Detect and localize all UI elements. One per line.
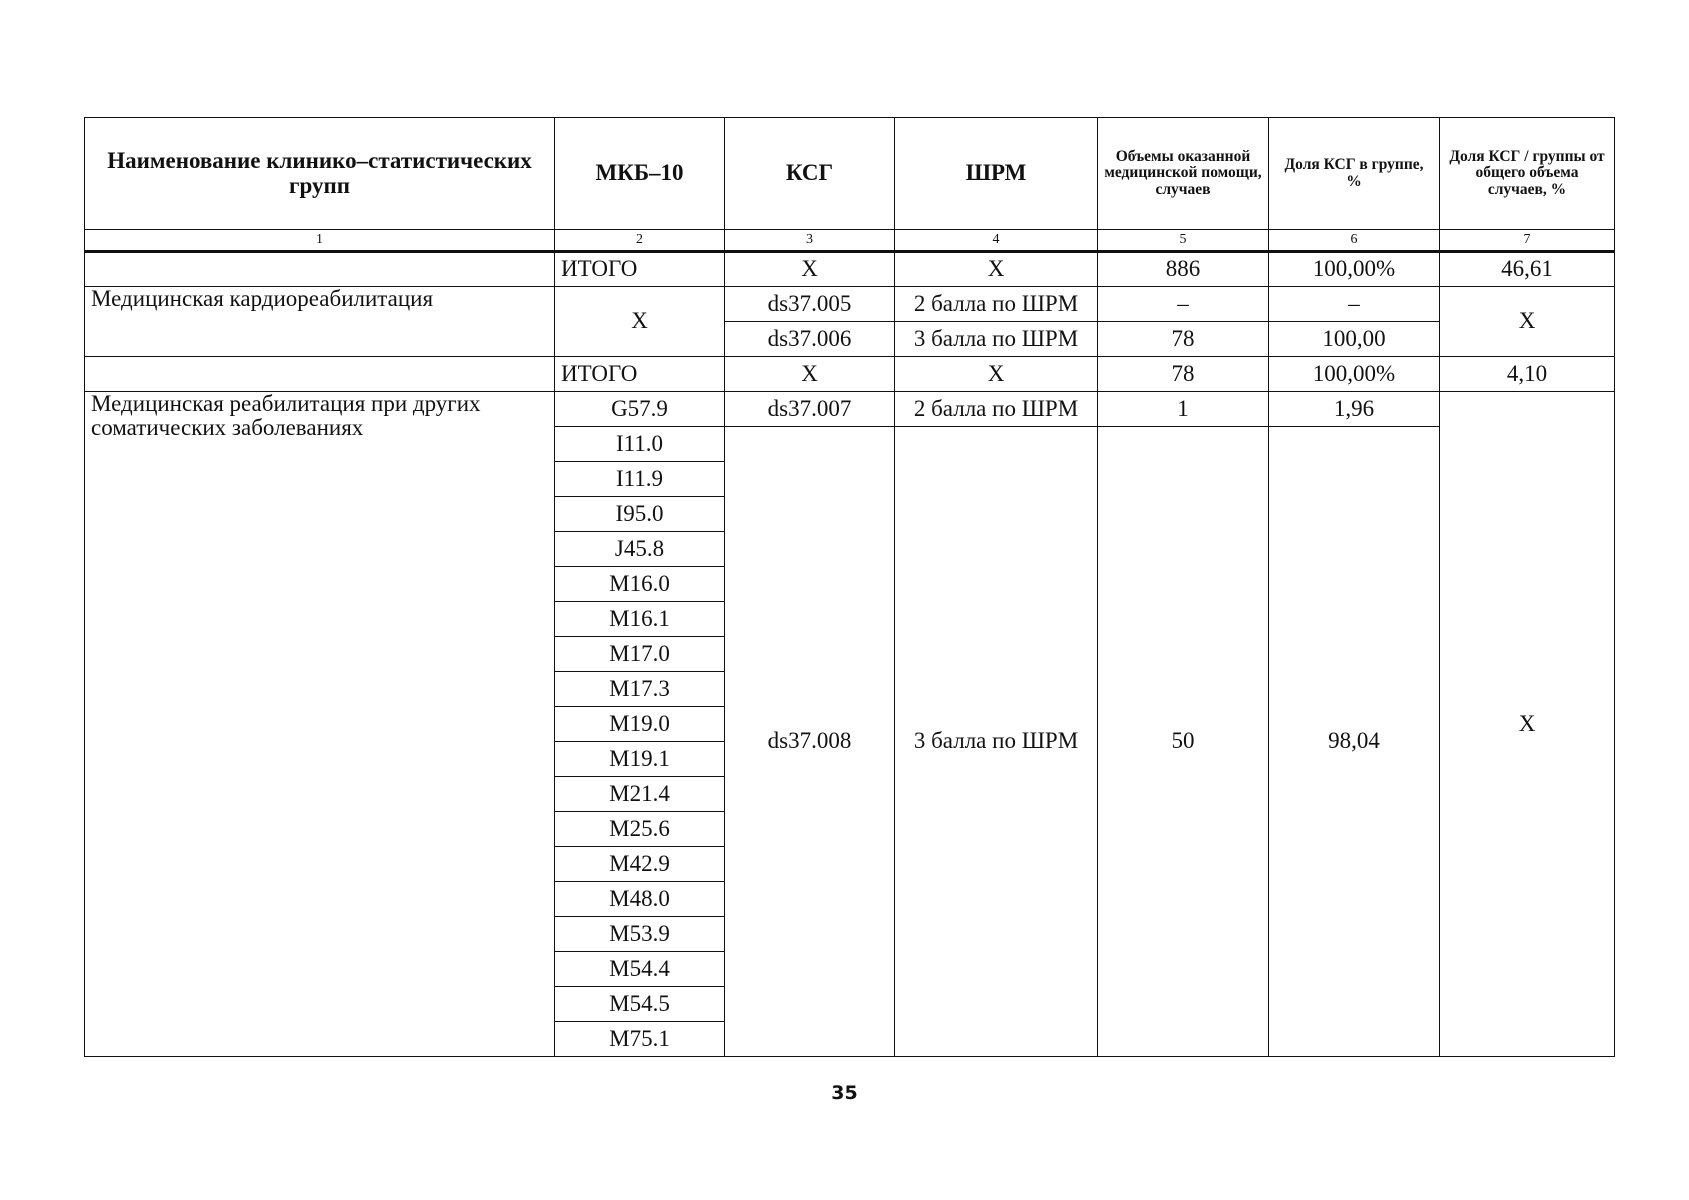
table-row-total: [85, 357, 1615, 392]
total-label: ИТОГО: [555, 357, 725, 392]
table-row-total: [85, 252, 1615, 287]
empty-cell: [85, 252, 555, 287]
cell-mkb10: I95.0: [555, 497, 725, 532]
cell-mkb10: M16.1: [555, 602, 725, 637]
cell-shrm: Х: [895, 357, 1098, 392]
cell-total-share: 46,61: [1440, 252, 1615, 287]
group-name-somatic: Медицинская реабилитация при других соматических заболеваниях: [85, 392, 555, 1057]
cell-mkb10: M17.3: [555, 672, 725, 707]
table-row: [85, 287, 1615, 322]
cell-mkb10: M17.0: [555, 637, 725, 672]
column-number: 4: [895, 230, 1098, 252]
cell-volume: 886: [1098, 252, 1269, 287]
cell-ksg: Х: [725, 357, 895, 392]
cell-mkb10: G57.9: [555, 392, 725, 427]
header-mkb10: МКБ–10: [555, 118, 725, 230]
cell-volume: 78: [1098, 322, 1269, 357]
data-table: [84, 117, 1615, 1057]
cell-volume: 1: [1098, 392, 1269, 427]
cell-mkb10: M19.1: [555, 742, 725, 777]
cell-mkb10: M21.4: [555, 777, 725, 812]
cell-mkb10: Х: [555, 287, 725, 357]
cell-volume: 78: [1098, 357, 1269, 392]
cell-ksg-share: 100,00: [1269, 322, 1440, 357]
page-number: 35: [831, 1082, 858, 1104]
cell-ksg: Х: [725, 252, 895, 287]
cell-ksg: ds37.005: [725, 287, 895, 322]
group-name-cardio: Медицинская кардиореабилитация: [85, 287, 555, 357]
column-number: 2: [555, 230, 725, 252]
cell-ksg: ds37.008: [725, 427, 895, 1057]
column-number-row: [85, 230, 1615, 252]
table-row: [85, 392, 1615, 427]
cell-volume: 50: [1098, 427, 1269, 1057]
header-ksg-share: Доля КСГ в группе, %: [1269, 118, 1440, 230]
cell-ksg-share: 100,00%: [1269, 357, 1440, 392]
cell-mkb10: M54.5: [555, 987, 725, 1022]
empty-cell: [85, 357, 555, 392]
cell-ksg: ds37.007: [725, 392, 895, 427]
cell-mkb10: M53.9: [555, 917, 725, 952]
cell-shrm: Х: [895, 252, 1098, 287]
cell-ksg-share: 100,00%: [1269, 252, 1440, 287]
cell-total-share: Х: [1440, 287, 1615, 357]
cell-total-share: 4,10: [1440, 357, 1615, 392]
cell-mkb10: M54.4: [555, 952, 725, 987]
cell-mkb10: I11.9: [555, 462, 725, 497]
header-group-name: Наименование клинико–статистических групп: [85, 118, 555, 230]
cell-shrm: 2 балла по ШРМ: [895, 392, 1098, 427]
column-number: 1: [85, 230, 555, 252]
header-volume: Объемы оказанной медицинской помощи, случаев: [1098, 118, 1269, 230]
cell-shrm: 3 балла по ШРМ: [895, 322, 1098, 357]
cell-mkb10: M25.6: [555, 812, 725, 847]
cell-mkb10: I11.0: [555, 427, 725, 462]
cell-ksg: ds37.006: [725, 322, 895, 357]
column-number: 5: [1098, 230, 1269, 252]
cell-mkb10: M75.1: [555, 1022, 725, 1057]
header-row: [85, 118, 1615, 230]
cell-ksg-share: 98,04: [1269, 427, 1440, 1057]
column-number: 3: [725, 230, 895, 252]
cell-total-share: Х: [1440, 392, 1615, 1057]
cell-ksg-share: 1,96: [1269, 392, 1440, 427]
cell-volume: –: [1098, 287, 1269, 322]
cell-mkb10: J45.8: [555, 532, 725, 567]
cell-mkb10: M42.9: [555, 847, 725, 882]
header-total-share: Доля КСГ / группы от общего объема случаев, %: [1440, 118, 1615, 230]
cell-mkb10: M16.0: [555, 567, 725, 602]
cell-mkb10: M19.0: [555, 707, 725, 742]
cell-mkb10: M48.0: [555, 882, 725, 917]
header-shrm: ШРМ: [895, 118, 1098, 230]
column-number: 6: [1269, 230, 1440, 252]
cell-shrm: 3 балла по ШРМ: [895, 427, 1098, 1057]
column-number: 7: [1440, 230, 1615, 252]
cell-shrm: 2 балла по ШРМ: [895, 287, 1098, 322]
cell-ksg-share: –: [1269, 287, 1440, 322]
total-label: ИТОГО: [555, 252, 725, 287]
header-ksg: КСГ: [725, 118, 895, 230]
